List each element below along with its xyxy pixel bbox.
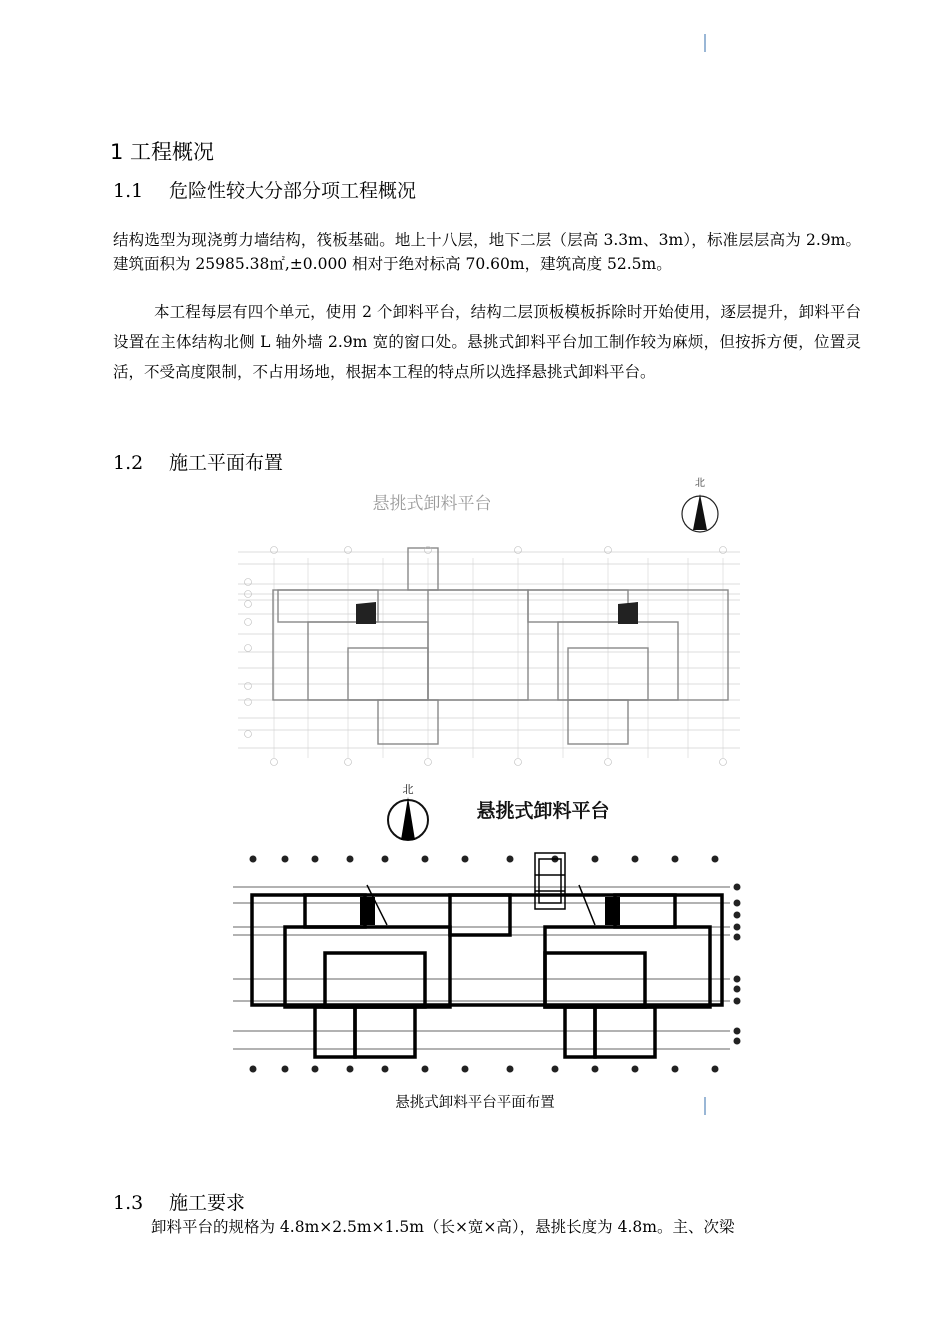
subsection-heading-1-1 (113, 176, 416, 203)
drawing-title: 悬挑式卸料平台 (476, 800, 610, 822)
subsection-heading-1-2 (113, 448, 283, 475)
north-arrow-icon (388, 783, 428, 840)
paragraph-marker (704, 1097, 706, 1115)
subsection-title: 危险性较大分部分项工程概况 (169, 180, 417, 202)
section-heading: 1 工程概况 (110, 140, 215, 164)
subsection-number: 1.1 (113, 180, 144, 202)
figure-caption: 悬挑式卸料平台平面布置 (395, 1095, 555, 1111)
paragraph-marker (704, 34, 706, 52)
platform-paragraph: 本工程每层有四个单元，使用 2 个卸料平台，结构二层顶板模板拆除时开始使用，逐层提升，卸料平台设置在主体结构北侧 L 轴外墙 2.9m 宽的窗口处。悬挑式卸料平台加工制作较为麻烦，但按拆方便，位置灵活，不受高度限制，不占用场地，根据本工程的特点所以选择悬挑式卸料平台。 (113, 303, 861, 381)
floor-plan-drawing-1 (228, 472, 748, 772)
svg-text:北: 北 (402, 783, 414, 796)
subsection-number: 1.2 (113, 452, 144, 474)
subsection-title: 施工要求 (169, 1192, 246, 1214)
subsection-heading-1-3 (113, 1188, 245, 1215)
svg-text:北: 北 (695, 478, 705, 489)
north-arrow-icon (682, 477, 718, 532)
floor-plan-drawing-2 (225, 775, 755, 1085)
drawing-title: 悬挑式卸料平台 (372, 494, 492, 514)
subsection-number: 1.3 (113, 1192, 144, 1214)
requirements-paragraph: 卸料平台的规格为 4.8m×2.5m×1.5m（长×宽×高），悬挑长度为 4.8m。主、次梁 (151, 1218, 735, 1236)
overview-paragraph: 结构选型为现浇剪力墙结构，筏板基础。地上十八层，地下二层（层高 3.3m、3m），标准层层高为 2.9m。建筑面积为 25985.38㎡,±0.000 相对于绝对标高 70.60m，建筑高度 52.5m。 (113, 231, 861, 273)
subsection-title: 施工平面布置 (169, 452, 284, 474)
